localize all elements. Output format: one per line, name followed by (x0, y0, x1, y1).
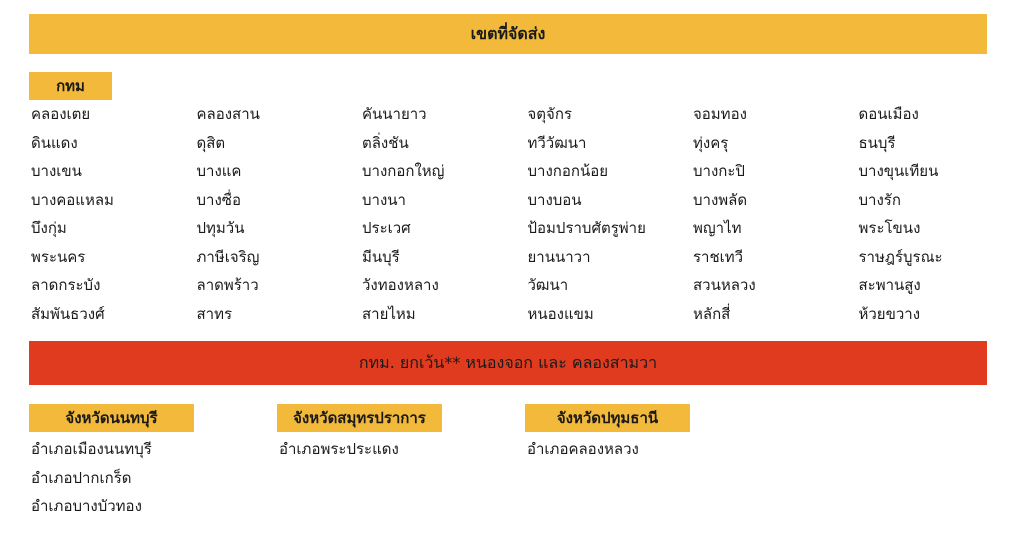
district-item: วัฒนา (527, 276, 569, 295)
province-tag (525, 404, 690, 432)
district-item: บางกะปิ (693, 162, 745, 181)
district-item: ประเวศ (362, 219, 411, 238)
district-item: จอมทอง (693, 105, 747, 124)
district-item: ยานนาวา (527, 247, 591, 266)
district-item: อำเภอเมืองนนทบุรี (31, 440, 152, 459)
district-item: ธนบุรี (858, 133, 896, 152)
district-item: มีนบุรี (362, 247, 400, 266)
district-item: ดุสิต (196, 133, 226, 152)
district-item: ทุ่งครุ (693, 133, 729, 152)
district-item: สวนหลวง (693, 276, 756, 295)
district-item: ราชเทวี (693, 247, 744, 266)
district-item: บางแค (196, 162, 242, 181)
district-item: บางรัก (858, 190, 901, 209)
province-tag (29, 404, 194, 432)
district-item: ลาดกระบัง (31, 276, 101, 295)
delivery-zone-header (29, 14, 987, 54)
district-item: พญาไท (693, 219, 742, 238)
district-item: บางบอน (527, 190, 582, 209)
district-item: บางซื่อ (196, 190, 241, 209)
district-item: ดอนเมือง (858, 105, 919, 124)
district-item: คลองเตย (31, 105, 91, 124)
bangkok-tag-label: กทม (56, 77, 85, 95)
district-item: ห้วยขวาง (858, 304, 921, 323)
district-item: ทวีวัฒนา (527, 133, 587, 152)
district-item: สะพานสูง (858, 276, 921, 295)
district-item: บางกอกน้อย (527, 162, 608, 181)
district-item: หลักสี่ (693, 304, 731, 323)
district-item: พระนคร (31, 247, 86, 266)
district-item: สายไหม (362, 304, 416, 323)
district-item: สาทร (196, 304, 233, 323)
district-item: บางขุนเทียน (858, 162, 939, 181)
district-item: อำเภอพระประแดง (279, 440, 399, 459)
province-nonthaburi (29, 404, 194, 521)
province-tag (277, 404, 442, 432)
district-item: คันนายาว (362, 105, 427, 124)
district-item: พระโขนง (858, 219, 921, 238)
district-item: บางกอกใหญ่ (362, 162, 445, 181)
exception-banner (29, 341, 987, 385)
province-name: จังหวัดสมุทรปราการ (293, 409, 426, 427)
district-item: ดินแดง (31, 133, 78, 152)
district-item: วังทองหลาง (362, 276, 439, 295)
delivery-zone-title: เขตที่จัดส่ง (470, 23, 546, 43)
district-item: จตุจักร (527, 105, 572, 124)
district-item: ตลิ่งชัน (362, 133, 409, 152)
bangkok-tag (29, 72, 112, 100)
district-item: ปทุมวัน (196, 219, 245, 238)
district-item: ราษฎร์บูรณะ (858, 247, 943, 266)
district-item: บางพลัด (693, 190, 748, 209)
province-pathum-thani (525, 404, 690, 464)
district-item: อำเภอปากเกร็ด (31, 468, 132, 487)
district-item: ป้อมปราบศัตรูพ่าย (527, 219, 646, 238)
district-item: อำเภอคลองหลวง (527, 440, 639, 459)
bangkok-district-grid (31, 100, 1021, 328)
district-item: คลองสาน (196, 105, 260, 124)
district-item: ลาดพร้าว (196, 276, 259, 295)
province-name: จังหวัดนนทบุรี (65, 409, 158, 427)
exception-text: กทม. ยกเว้น** หนองจอก และ คลองสามวา (358, 352, 658, 372)
district-item: สัมพันธวงศ์ (31, 304, 105, 323)
district-item: ภาษีเจริญ (196, 247, 260, 266)
province-name: จังหวัดปทุมธานี (556, 409, 659, 427)
district-item: บางคอแหลม (31, 190, 114, 209)
district-item: บางนา (362, 190, 406, 209)
district-item: อำเภอบางบัวทอง (31, 497, 142, 516)
province-samut-prakan (277, 404, 442, 464)
district-item: บึงกุ่ม (31, 219, 67, 238)
district-item: บางเขน (31, 162, 82, 181)
district-item: หนองแขม (527, 304, 594, 323)
